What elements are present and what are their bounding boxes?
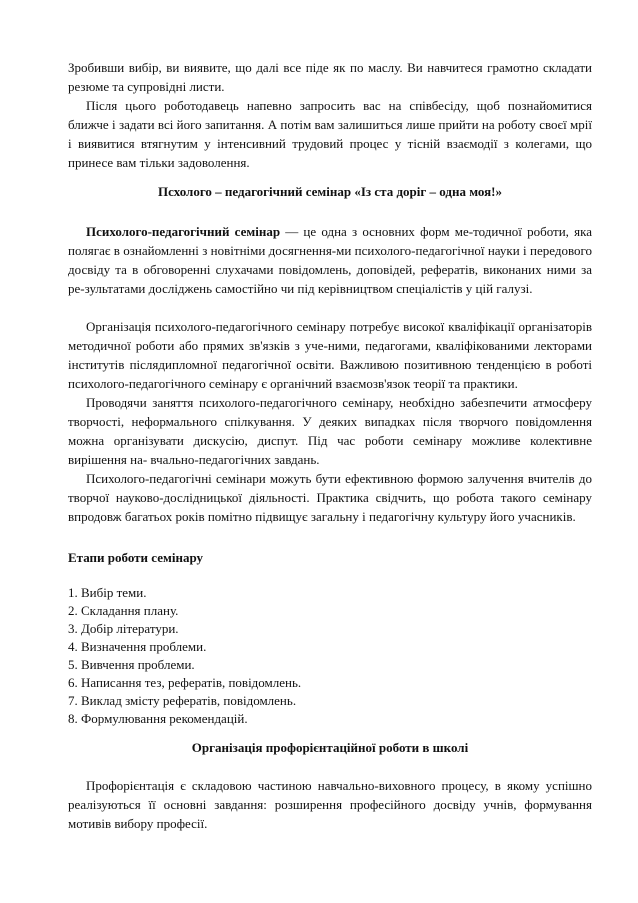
- heading-seminar-title: Псхолого – педагогічний семінар «Із ста доріг – одна моя!»: [157, 184, 503, 199]
- list-item: 8. Формулювання рекомендацій.: [68, 711, 248, 726]
- heading-career-guidance: Організація профорієнтаційної роботи в школі: [191, 740, 469, 755]
- paragraph-seminar-organization: Організація психолого-педагогічного семінару потребує високої кваліфікації організаторів методичної роботи або прямих зв'язків з уче-ними, педагогами, кваліфікованими лекторами інститутів післядипломної педагогічної освіти. Важливою позитивною тенденцією в роботі психолого-педагогічного семінару є органічний взаємозв'язок теорії та практики.: [68, 319, 592, 391]
- paragraph-resume-intro: Зробивши вибір, ви виявите, що далі все піде як по маслу. Ви навчитеся грамотно складати резюме та супровідні листи.: [68, 60, 592, 94]
- list-item: 4. Визначення проблеми.: [68, 639, 207, 654]
- seminar-definition-text: — це одна з основних форм ме-тодичної роботи, яка полягає в ознайомленні з новітніми досягнення-ми психолого-педагогічної науки і передового досвіду та в обговоренні слухачами повідомлень, доповідей, рефератів, виконаних ними за ре-зультатами досліджень самостійно чи під керівництвом спеціалістів у цій галузі.: [68, 224, 592, 296]
- paragraph-seminar-conduct: Проводячи заняття психолого-педагогічного семінару, необхідно забезпечити атмосферу творчості, неформального спілкування. У деяких випадках після творчого повідомлення можна організувати дискусію, диспут. Під час роботи семінару можливе колективне вирішення на- вчально-педагогічних завдань.: [68, 395, 592, 467]
- list-item: 7. Виклад змісту рефератів, повідомлень.: [68, 693, 297, 708]
- paragraph-seminar-effectiveness: Психолого-педагогічні семінари можуть бути ефективною формою залучення вчителів до творчої науково-дослідницької діяльності. Практика свідчить, що робота такого семінару впродовж багатьох років помітно підвищує загальну і педагогічну культуру його учасників.: [68, 471, 592, 524]
- list-item: 2. Складання плану.: [68, 603, 179, 618]
- paragraph-interview: Після цього роботодавець напевно запросить вас на співбесіду, щоб познайомитися ближче і задати всі його запитання. А потім вам залишиться лише прийти на роботу своєї мрії і виявитися втягнутим у інтенсивний трудовий процес у тісній взаємодії з колегами, що принесе вам тільки задоволення.: [68, 98, 592, 170]
- paragraph-career-guidance: Профорієнтація є складовою частиною навчально-виховного процесу, в якому успішно реалізуються її основні завдання: розширення професійного досвіду учнів, формування мотивів вибору професії.: [68, 778, 592, 831]
- list-item: 1. Вибір теми.: [68, 585, 147, 600]
- list-item: 5. Вивчення проблеми.: [68, 657, 195, 672]
- list-item: 6. Написання тез, рефератів, повідомлень.: [68, 675, 302, 690]
- seminar-stages-list: [68, 584, 592, 728]
- heading-seminar-stages: Етапи роботи семінару: [68, 550, 204, 565]
- paragraph-seminar-definition: [68, 222, 592, 298]
- seminar-term: Психолого-педагогічний семінар: [86, 224, 281, 239]
- list-item: 3. Добір літератури.: [68, 621, 179, 636]
